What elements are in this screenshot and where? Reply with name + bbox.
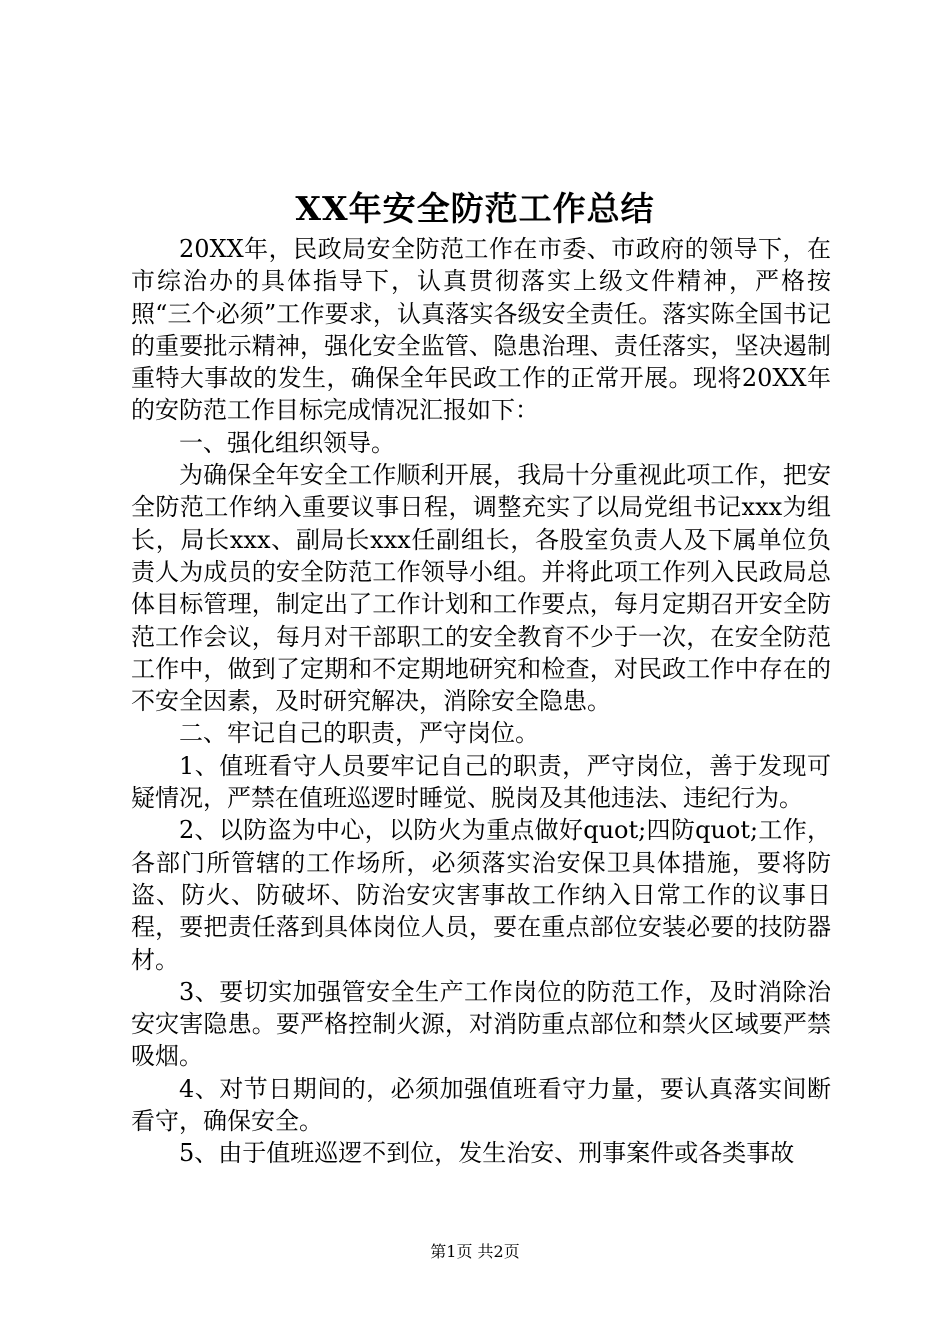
list-item-1: 1、值班看守人员要牢记自己的职责，严守岗位，善于发现可疑情况，严禁在值班巡逻时睡觉、脱岗及其他违法、违纪行为。 [131, 751, 831, 813]
list-item-5: 5、由于值班巡逻不到位，发生治安、刑事案件或各类事故 [179, 1139, 795, 1168]
list-item-2: 2、以防盗为中心，以防火为重点做好quot;四防quot;工作，各部门所管辖的工作场所，必须落实治安保卫具体措施，要将防盗、防火、防破坏、防治安灾害事故工作纳入日常工作的议事日程，要把责任落到具体岗位人员，要在重点部位安装必要的技防器材。 [131, 816, 831, 974]
document-body [131, 233, 831, 1170]
paragraph-intro: 20XX年，民政局安全防范工作在市委、市政府的领导下，在市综治办的具体指导下，认真贯彻落实上级文件精神，严格按照“三个必须”工作要求，认真落实各级安全责任。落实陈全国书记的重要批示精神，强化安全监管、隐患治理、责任落实，坚决遏制重特大事故的发生，确保全年民政工作的正常开展。现将20XX年的安防范工作目标完成情况汇报如下： [131, 235, 831, 425]
section-heading-2: 二、牢记自己的职责，严守岗位。 [179, 719, 539, 748]
list-item-3: 3、要切实加强管安全生产工作岗位的防范工作，及时消除治安灾害隐患。要严格控制火源，对消防重点部位和禁火区域要严禁吸烟。 [131, 977, 831, 1071]
paragraph-section-1: 为确保全年安全工作顺利开展，我局十分重视此项工作，把安全防范工作纳入重要议事日程，调整充实了以局党组书记xxx为组长，局长xxx、副局长xxx任副组长，各股室负责人及下属单位负责人为成员的安全防范工作领导小组。并将此项工作列入民政局总体目标管理，制定出了工作计划和工作要点，每月定期召开安全防范工作会议，每月对干部职工的安全教育不少于一次，在安全防范工作中，做到了定期和不定期地研究和检查，对民政工作中存在的不安全因素，及时研究解决，消除安全隐患。 [131, 461, 831, 716]
list-item-4: 4、对节日期间的，必须加强值班看守力量，要认真落实间断看守，确保安全。 [131, 1074, 831, 1136]
page-footer: 第1页 共2页 [430, 1242, 520, 1261]
document-title: XX年安全防范工作总结 [295, 189, 655, 228]
section-heading-1: 一、强化组织领导。 [179, 428, 395, 457]
